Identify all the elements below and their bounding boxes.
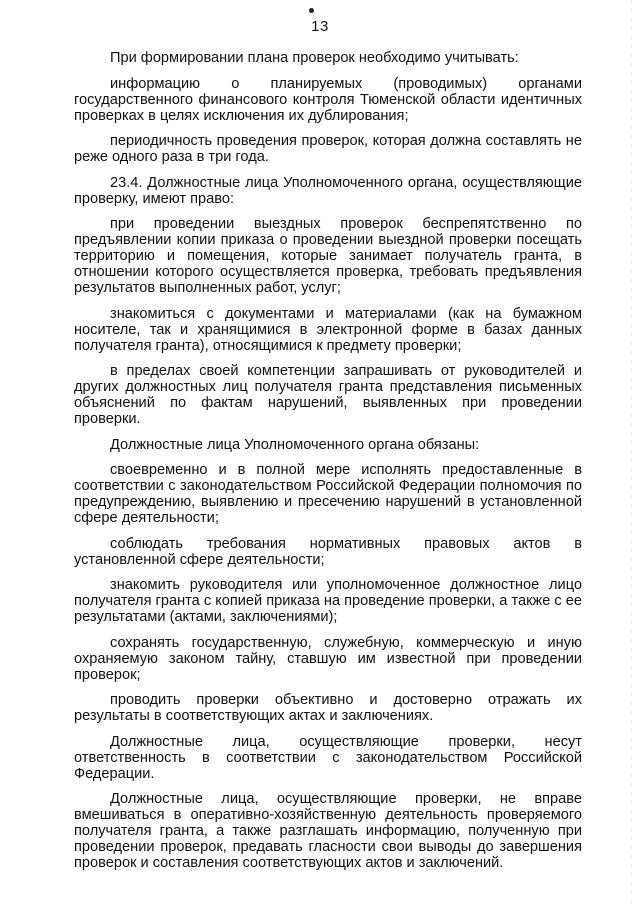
paragraph-right-documents: знакомиться с документами и материалами (как на бумажном носителе, так и хранящимися в электронной форме в базах данных получателя гранта), относящимися к предмету проверки; <box>74 305 582 354</box>
scan-edge-artifact <box>631 0 632 905</box>
paragraph-duty-exercise-powers: своевременно и в полной мере исполнять предоставленные в соответствии с законодательством Российской Федерации полномочия по предупреждению, выявлению и пресечению нарушений в установленной сфере деятельности; <box>74 462 582 526</box>
paragraph-non-interference: Должностные лица, осуществляющие проверки, не вправе вмешиваться в оперативно-хозяйственную деятельность проверяемого получателя гранта, а также разглашать информацию, полученную при проведении проверок, предавать гласности свои выводы до завершения проверок и составления соответствующих актов и заключений. <box>74 791 582 871</box>
scan-dot-mark <box>309 8 314 13</box>
paragraph-duty-comply: соблюдать требования нормативных правовых актов в установленной сфере деятельности; <box>74 535 582 568</box>
document-body <box>74 50 582 881</box>
paragraph-duty-objectivity: проводить проверки объективно и достоверно отражать их результаты в соответствующих актах и заключениях. <box>74 692 582 724</box>
paragraph-plan-intro: При формировании плана проверок необходимо учитывать: <box>110 50 519 66</box>
paragraph-right-request: в пределах своей компетенции запрашивать от руководителей и других должностных лиц получателя гранта представления письменных объяснений по фактам нарушений, выявленных при проведении проверки. <box>74 363 582 427</box>
paragraph-responsibility: Должностные лица, осуществляющие проверки, несут ответственность в соответствии с законодательством Российской Федерации. <box>74 733 582 782</box>
paragraph-duty-inform: знакомить руководителя или уполномоченное должностное лицо получателя гранта с копией приказа на проведение проверки, а также с ее результатами (актами, заключениями); <box>74 577 583 625</box>
paragraph-plan-periodicity: периодичность проведения проверок, которая должна составлять не реже одного раза в три года. <box>74 133 582 165</box>
paragraph-section-23-4: 23.4. Должностные лица Уполномоченного органа, осуществляющие проверку, имеют право: <box>74 174 582 207</box>
paragraph-right-visit: при проведении выездных проверок беспрепятственно по предъявлении копии приказа о проведении выездной проверки посещать территорию и помещения, которые занимает получатель гранта, в отношении которого осуществляется проверка, требовать предъявления результатов выполненных работ, услуг; <box>74 216 582 296</box>
paragraph-duties-intro: Должностные лица Уполномоченного органа обязаны: <box>110 436 480 453</box>
paragraph-plan-info: информацию о планируемых (проводимых) органами государственного финансового контроля Тюменской области идентичных проверках в целях исключения их дублирования; <box>74 75 582 124</box>
page-number: 13 <box>311 18 329 35</box>
paragraph-duty-secrecy: сохранять государственную, служебную, коммерческую и иную охраняемую законом тайну, ставшую им известной при проведении проверок; <box>74 634 582 683</box>
